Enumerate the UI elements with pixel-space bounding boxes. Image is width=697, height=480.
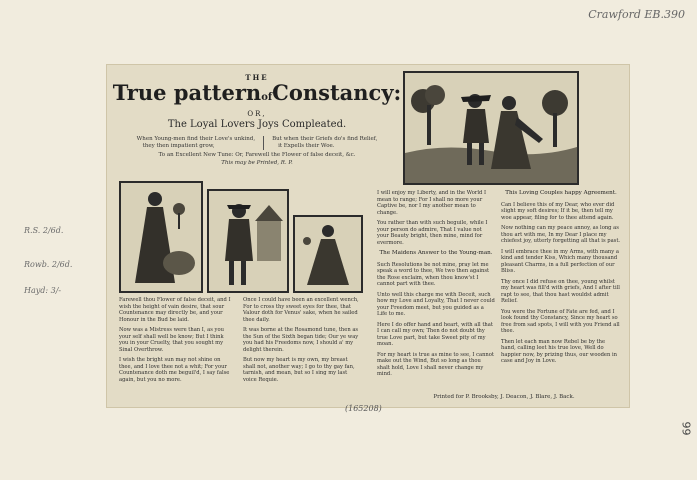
broadside-sheet <box>107 65 629 407</box>
license-line: This may be Printed, R. P. <box>221 160 293 166</box>
printer-line: Printed for P. Brooksby, J. Deacon, J. Blare, J. Back. <box>433 394 575 400</box>
page-title <box>107 82 407 109</box>
intro-divider <box>263 136 264 150</box>
woodcut-lady-small <box>293 215 363 293</box>
verse-column-3 <box>377 190 495 382</box>
woodcut-lady-small-image <box>295 217 361 291</box>
margin-note-hayd: Hayd: 3/- <box>24 286 62 295</box>
verse-stanza: Farewell thou Flower of false deceit, and I wish the height of vain desire, that sour Countenance may directly be, and your Honour in the Bud be laid. <box>119 297 231 323</box>
intro-left-line: they then impatient grow, <box>142 142 215 149</box>
verse-column-2 <box>243 297 361 387</box>
page-number: 99 <box>679 421 693 436</box>
verse-stanza: But now my heart is my own, my breast shall not, another way; I go to thy gay fan, tarnish, and mean, but so I sing my last voice Requie. <box>243 357 355 383</box>
verse-stanza: It was borne at the Rosamond tune, then as the Sun of the Sixth began tide; Our ye way you had his Freedoms now, I should a' my delight therein. <box>243 327 359 353</box>
title-main: True pattern <box>112 80 262 105</box>
verse-stanza: You were the Fortune of Fate are fed, and I look found thy Constancy, Since my heart so free from sad spots, I will with you Friend all thee. <box>501 308 620 334</box>
woodcut-lady-flowers <box>119 181 203 293</box>
accession-stamp: (165208) <box>345 404 382 413</box>
intro-left-line: When Young-men find their Love's unkind, <box>136 136 256 142</box>
column-heading: The Maidens Answer to the Young-man. <box>379 250 493 256</box>
woodcut-gentleman-image <box>209 191 287 291</box>
verse-stanza: I will enjoy my Liberty, and in the World I mean to range; For I shall no more your Captive be, nor I my another mean to change. <box>377 190 487 216</box>
intro-verse <box>107 136 407 150</box>
title-of: of <box>261 92 273 103</box>
verse-stanza: For my heart is true as mine to see, I cannot make out the Wind, But so long as thou shalt hold, Love I shall never change my mind. <box>377 351 494 377</box>
tune-line: To an Excellent New Tune: Or, Farewell the Flower of false deceit, &c. <box>158 152 356 158</box>
title-block <box>107 73 407 166</box>
verse-stanza: I will embrace thee in my Arms, with many a kind and tender Kiss, Which many thousand pleasant Charms, in a full perfection of our Bliss. <box>501 248 619 274</box>
collection-label: Crawford EB.390 <box>588 8 685 21</box>
verse-stanza: I wish the bright sun may not shine on thee, and I love thee not a whit; For your Countenance doth me beguil'd, I say false again, but you no more. <box>119 357 230 383</box>
woodcut-gentleman <box>207 189 289 293</box>
verse-stanza: Unto well this charge me with Deceit, such how my Love and Loyalty, That I never could your Freedom meet, but you guided as a Life to me. <box>377 291 495 317</box>
intro-right-line: But when their Griefs do's find Relief, <box>272 136 378 142</box>
verse-stanza: Here I do offer hand and heart, with all that I can call my own; Then do not doubt thy true Love part, but take Sweet pity of my moan. <box>377 321 493 347</box>
woodcut-lady-flowers-image <box>121 183 201 291</box>
verse-column-4 <box>501 190 621 369</box>
woodcut-couple-image <box>405 73 577 183</box>
woodcut-couple <box>403 71 579 185</box>
verse-stanza: You rather than with such beguile, while I your person do admire, That I value not your Beauty bright, then mine, mind for evermore. <box>377 220 488 246</box>
verse-stanza: Now was a Mistress were than I, as you your self shall well be know; But I think you in your Cruelty, that you sought my Sinal Overthrow. <box>119 327 224 353</box>
intro-right-line: it Expells their Woe. <box>278 142 335 149</box>
verse-stanza: Then let each man now Rebel be by the hand, calling leet his true love, Well do happier now, by prizing thus, our wooden in case and Joy in Love. <box>501 338 617 364</box>
title-the: THE <box>245 73 269 82</box>
verse-stanza: Once I could have been an excellent wench, For to cross thy sweet eyes for thee, that Valour doth for Venus' sake, when he sailed thee daily. <box>243 297 359 323</box>
verse-column-1 <box>119 297 234 387</box>
title-end: Constancy: <box>272 80 402 105</box>
verse-stanza: Can I believe this of my Dear, who ever did slight my soft desires; If it be, then tell my woe appear, filing for to thee attend again. <box>501 201 615 221</box>
margin-note-rowb: Rowb. 2/6d. <box>24 260 73 269</box>
margin-note-rs: R.S. 2/6d. <box>24 226 64 235</box>
subtitle: The Loyal Lovers Joys Compleated. <box>167 119 347 130</box>
title-or: OR, <box>247 110 267 118</box>
verse-stanza: Thy once I did refuse on thee, young whilst my heart was fill'd with griefs, And I after till rapt to see, that thou hast wouldst admit Relief. <box>501 278 620 304</box>
verse-stanza: Now nothing can my peace annoy, as long as thou art with me, In my Dear I place my chiefest joy, utterly forgetting all that is past. <box>501 225 621 244</box>
verse-stanza: Such Resolutions be not mine, pray let me speak a word to thee, We two then against the Rose exclaim, when thou know'st I cannot part with thee. <box>377 261 490 287</box>
column-heading: This Loving Couples happy Agreement. <box>505 190 617 196</box>
